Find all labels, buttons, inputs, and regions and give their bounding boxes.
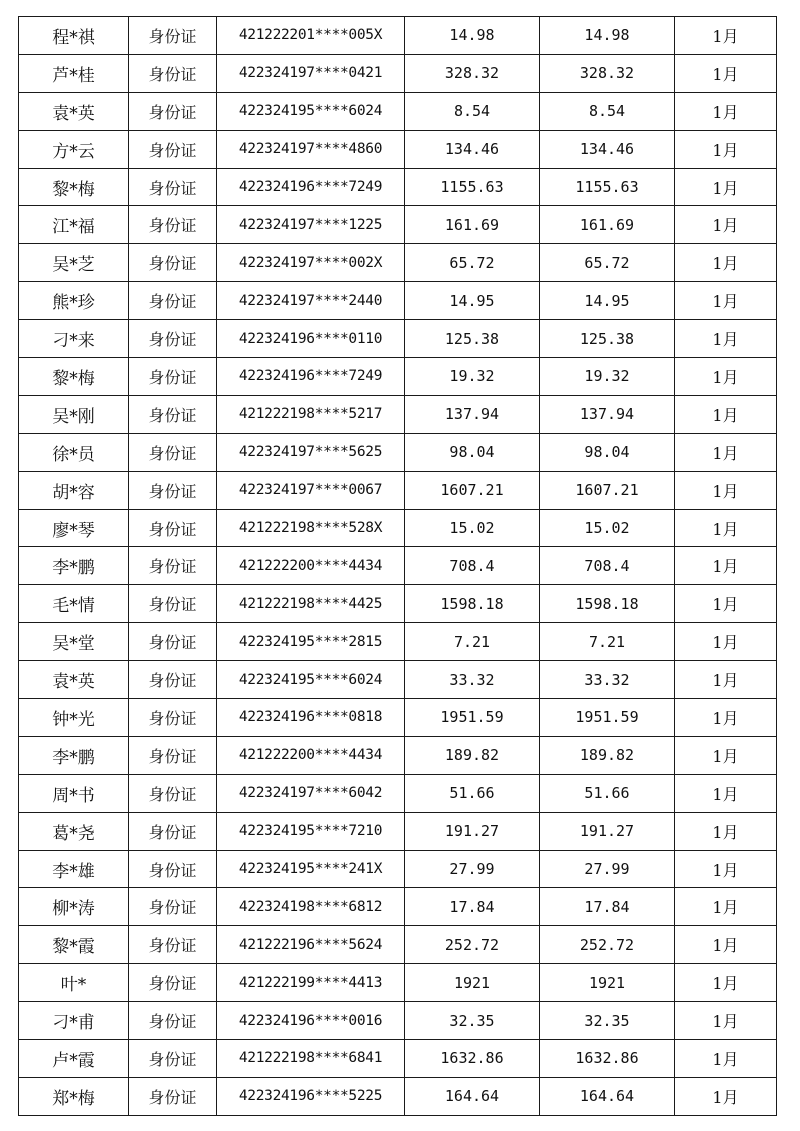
table-row bbox=[19, 395, 777, 433]
month-cell: 1月 bbox=[675, 130, 777, 168]
id-number-cell: 421222198****6841 bbox=[217, 1040, 405, 1078]
id-type-cell: 身份证 bbox=[129, 699, 217, 737]
id-number-cell: 422324195****6024 bbox=[217, 661, 405, 699]
id-number-cell: 421222200****4434 bbox=[217, 736, 405, 774]
amount-cell: 65.72 bbox=[405, 244, 540, 282]
table-row bbox=[19, 206, 777, 244]
id-type-cell: 身份证 bbox=[129, 395, 217, 433]
amount-cell: 14.95 bbox=[405, 282, 540, 320]
name-cell: 吴*芝 bbox=[19, 244, 129, 282]
month-cell: 1月 bbox=[675, 320, 777, 358]
table-row bbox=[19, 509, 777, 547]
amount-cell: 15.02 bbox=[405, 509, 540, 547]
month-cell: 1月 bbox=[675, 926, 777, 964]
name-cell: 黎*梅 bbox=[19, 168, 129, 206]
month-cell: 1月 bbox=[675, 623, 777, 661]
amount-paid-cell: 164.64 bbox=[540, 1077, 675, 1115]
id-type-cell: 身份证 bbox=[129, 320, 217, 358]
amount-paid-cell: 8.54 bbox=[540, 92, 675, 130]
table-row bbox=[19, 130, 777, 168]
month-cell: 1月 bbox=[675, 433, 777, 471]
id-number-cell: 421222198****4425 bbox=[217, 585, 405, 623]
id-number-cell: 422324196****0818 bbox=[217, 699, 405, 737]
table-row bbox=[19, 168, 777, 206]
month-cell: 1月 bbox=[675, 471, 777, 509]
table-row bbox=[19, 282, 777, 320]
table-row bbox=[19, 699, 777, 737]
amount-cell: 1951.59 bbox=[405, 699, 540, 737]
table-row bbox=[19, 17, 777, 55]
amount-paid-cell: 7.21 bbox=[540, 623, 675, 661]
amount-paid-cell: 27.99 bbox=[540, 850, 675, 888]
name-cell: 胡*容 bbox=[19, 471, 129, 509]
id-type-cell: 身份证 bbox=[129, 168, 217, 206]
amount-cell: 252.72 bbox=[405, 926, 540, 964]
amount-cell: 27.99 bbox=[405, 850, 540, 888]
name-cell: 刁*来 bbox=[19, 320, 129, 358]
id-type-cell: 身份证 bbox=[129, 282, 217, 320]
amount-paid-cell: 1598.18 bbox=[540, 585, 675, 623]
table-row bbox=[19, 661, 777, 699]
amount-paid-cell: 189.82 bbox=[540, 736, 675, 774]
table-row bbox=[19, 812, 777, 850]
id-type-cell: 身份证 bbox=[129, 585, 217, 623]
id-type-cell: 身份证 bbox=[129, 206, 217, 244]
amount-cell: 161.69 bbox=[405, 206, 540, 244]
name-cell: 江*福 bbox=[19, 206, 129, 244]
month-cell: 1月 bbox=[675, 168, 777, 206]
name-cell: 郑*梅 bbox=[19, 1077, 129, 1115]
amount-paid-cell: 137.94 bbox=[540, 395, 675, 433]
month-cell: 1月 bbox=[675, 92, 777, 130]
name-cell: 吴*刚 bbox=[19, 395, 129, 433]
month-cell: 1月 bbox=[675, 888, 777, 926]
table-row bbox=[19, 320, 777, 358]
payment-table bbox=[18, 16, 777, 1116]
id-number-cell: 422324198****6812 bbox=[217, 888, 405, 926]
table-row bbox=[19, 244, 777, 282]
id-type-cell: 身份证 bbox=[129, 774, 217, 812]
id-number-cell: 421222200****4434 bbox=[217, 547, 405, 585]
amount-paid-cell: 98.04 bbox=[540, 433, 675, 471]
amount-paid-cell: 33.32 bbox=[540, 661, 675, 699]
amount-paid-cell: 125.38 bbox=[540, 320, 675, 358]
id-type-cell: 身份证 bbox=[129, 17, 217, 55]
month-cell: 1月 bbox=[675, 774, 777, 812]
month-cell: 1月 bbox=[675, 736, 777, 774]
id-number-cell: 421222198****528X bbox=[217, 509, 405, 547]
month-cell: 1月 bbox=[675, 812, 777, 850]
amount-paid-cell: 252.72 bbox=[540, 926, 675, 964]
name-cell: 毛*情 bbox=[19, 585, 129, 623]
id-number-cell: 421222198****5217 bbox=[217, 395, 405, 433]
name-cell: 黎*霞 bbox=[19, 926, 129, 964]
table-row bbox=[19, 1040, 777, 1078]
amount-cell: 1598.18 bbox=[405, 585, 540, 623]
amount-paid-cell: 328.32 bbox=[540, 54, 675, 92]
amount-paid-cell: 65.72 bbox=[540, 244, 675, 282]
month-cell: 1月 bbox=[675, 1040, 777, 1078]
name-cell: 吴*堂 bbox=[19, 623, 129, 661]
name-cell: 方*云 bbox=[19, 130, 129, 168]
name-cell: 李*雄 bbox=[19, 850, 129, 888]
amount-cell: 1607.21 bbox=[405, 471, 540, 509]
table-row bbox=[19, 358, 777, 396]
month-cell: 1月 bbox=[675, 1002, 777, 1040]
month-cell: 1月 bbox=[675, 282, 777, 320]
month-cell: 1月 bbox=[675, 358, 777, 396]
amount-cell: 1155.63 bbox=[405, 168, 540, 206]
month-cell: 1月 bbox=[675, 17, 777, 55]
amount-paid-cell: 134.46 bbox=[540, 130, 675, 168]
id-number-cell: 422324195****241X bbox=[217, 850, 405, 888]
table-row bbox=[19, 92, 777, 130]
id-number-cell: 422324197****4860 bbox=[217, 130, 405, 168]
table-row bbox=[19, 1002, 777, 1040]
id-type-cell: 身份证 bbox=[129, 130, 217, 168]
amount-paid-cell: 17.84 bbox=[540, 888, 675, 926]
amount-paid-cell: 1951.59 bbox=[540, 699, 675, 737]
name-cell: 卢*霞 bbox=[19, 1040, 129, 1078]
table-row bbox=[19, 964, 777, 1002]
amount-cell: 164.64 bbox=[405, 1077, 540, 1115]
amount-paid-cell: 1155.63 bbox=[540, 168, 675, 206]
month-cell: 1月 bbox=[675, 509, 777, 547]
amount-cell: 8.54 bbox=[405, 92, 540, 130]
name-cell: 芦*桂 bbox=[19, 54, 129, 92]
id-type-cell: 身份证 bbox=[129, 547, 217, 585]
month-cell: 1月 bbox=[675, 244, 777, 282]
name-cell: 黎*梅 bbox=[19, 358, 129, 396]
amount-cell: 32.35 bbox=[405, 1002, 540, 1040]
amount-cell: 51.66 bbox=[405, 774, 540, 812]
amount-paid-cell: 32.35 bbox=[540, 1002, 675, 1040]
id-number-cell: 422324195****2815 bbox=[217, 623, 405, 661]
id-type-cell: 身份证 bbox=[129, 1077, 217, 1115]
id-number-cell: 422324196****0016 bbox=[217, 1002, 405, 1040]
amount-paid-cell: 1921 bbox=[540, 964, 675, 1002]
amount-paid-cell: 15.02 bbox=[540, 509, 675, 547]
amount-cell: 33.32 bbox=[405, 661, 540, 699]
id-number-cell: 421222196****5624 bbox=[217, 926, 405, 964]
id-number-cell: 422324195****6024 bbox=[217, 92, 405, 130]
name-cell: 熊*珍 bbox=[19, 282, 129, 320]
id-type-cell: 身份证 bbox=[129, 888, 217, 926]
id-type-cell: 身份证 bbox=[129, 471, 217, 509]
id-number-cell: 422324196****7249 bbox=[217, 168, 405, 206]
table-body bbox=[19, 17, 777, 1116]
amount-cell: 1632.86 bbox=[405, 1040, 540, 1078]
month-cell: 1月 bbox=[675, 547, 777, 585]
id-number-cell: 422324195****7210 bbox=[217, 812, 405, 850]
id-number-cell: 422324197****0421 bbox=[217, 54, 405, 92]
name-cell: 周*书 bbox=[19, 774, 129, 812]
id-number-cell: 422324197****6042 bbox=[217, 774, 405, 812]
amount-paid-cell: 1607.21 bbox=[540, 471, 675, 509]
amount-cell: 328.32 bbox=[405, 54, 540, 92]
id-number-cell: 422324196****7249 bbox=[217, 358, 405, 396]
id-type-cell: 身份证 bbox=[129, 1002, 217, 1040]
table-row bbox=[19, 736, 777, 774]
amount-paid-cell: 51.66 bbox=[540, 774, 675, 812]
amount-paid-cell: 14.95 bbox=[540, 282, 675, 320]
name-cell: 徐*员 bbox=[19, 433, 129, 471]
amount-cell: 137.94 bbox=[405, 395, 540, 433]
amount-paid-cell: 161.69 bbox=[540, 206, 675, 244]
id-number-cell: 422324197****5625 bbox=[217, 433, 405, 471]
id-number-cell: 422324197****002X bbox=[217, 244, 405, 282]
amount-cell: 189.82 bbox=[405, 736, 540, 774]
id-number-cell: 421222199****4413 bbox=[217, 964, 405, 1002]
amount-cell: 17.84 bbox=[405, 888, 540, 926]
id-type-cell: 身份证 bbox=[129, 812, 217, 850]
name-cell: 钟*光 bbox=[19, 699, 129, 737]
id-type-cell: 身份证 bbox=[129, 358, 217, 396]
id-number-cell: 422324197****2440 bbox=[217, 282, 405, 320]
month-cell: 1月 bbox=[675, 964, 777, 1002]
id-number-cell: 421222201****005X bbox=[217, 17, 405, 55]
amount-paid-cell: 708.4 bbox=[540, 547, 675, 585]
amount-cell: 19.32 bbox=[405, 358, 540, 396]
name-cell: 李*鹏 bbox=[19, 547, 129, 585]
id-type-cell: 身份证 bbox=[129, 623, 217, 661]
id-number-cell: 422324197****1225 bbox=[217, 206, 405, 244]
month-cell: 1月 bbox=[675, 699, 777, 737]
id-type-cell: 身份证 bbox=[129, 433, 217, 471]
table-row bbox=[19, 926, 777, 964]
name-cell: 袁*英 bbox=[19, 92, 129, 130]
month-cell: 1月 bbox=[675, 850, 777, 888]
month-cell: 1月 bbox=[675, 54, 777, 92]
id-type-cell: 身份证 bbox=[129, 244, 217, 282]
amount-cell: 134.46 bbox=[405, 130, 540, 168]
table-row bbox=[19, 54, 777, 92]
name-cell: 袁*英 bbox=[19, 661, 129, 699]
name-cell: 李*鹏 bbox=[19, 736, 129, 774]
id-type-cell: 身份证 bbox=[129, 509, 217, 547]
id-type-cell: 身份证 bbox=[129, 926, 217, 964]
table-row bbox=[19, 1077, 777, 1115]
id-type-cell: 身份证 bbox=[129, 92, 217, 130]
amount-cell: 14.98 bbox=[405, 17, 540, 55]
amount-cell: 98.04 bbox=[405, 433, 540, 471]
month-cell: 1月 bbox=[675, 585, 777, 623]
amount-cell: 191.27 bbox=[405, 812, 540, 850]
amount-paid-cell: 14.98 bbox=[540, 17, 675, 55]
table-row bbox=[19, 888, 777, 926]
amount-paid-cell: 191.27 bbox=[540, 812, 675, 850]
amount-cell: 708.4 bbox=[405, 547, 540, 585]
month-cell: 1月 bbox=[675, 206, 777, 244]
id-type-cell: 身份证 bbox=[129, 54, 217, 92]
name-cell: 刁*甫 bbox=[19, 1002, 129, 1040]
id-type-cell: 身份证 bbox=[129, 850, 217, 888]
amount-cell: 125.38 bbox=[405, 320, 540, 358]
table-row bbox=[19, 585, 777, 623]
month-cell: 1月 bbox=[675, 1077, 777, 1115]
name-cell: 叶* bbox=[19, 964, 129, 1002]
amount-cell: 7.21 bbox=[405, 623, 540, 661]
table-row bbox=[19, 850, 777, 888]
name-cell: 葛*尧 bbox=[19, 812, 129, 850]
name-cell: 程*祺 bbox=[19, 17, 129, 55]
month-cell: 1月 bbox=[675, 395, 777, 433]
id-number-cell: 422324197****0067 bbox=[217, 471, 405, 509]
id-number-cell: 422324196****5225 bbox=[217, 1077, 405, 1115]
table-row bbox=[19, 433, 777, 471]
id-type-cell: 身份证 bbox=[129, 964, 217, 1002]
name-cell: 廖*琴 bbox=[19, 509, 129, 547]
id-type-cell: 身份证 bbox=[129, 661, 217, 699]
table-row bbox=[19, 623, 777, 661]
amount-paid-cell: 19.32 bbox=[540, 358, 675, 396]
id-type-cell: 身份证 bbox=[129, 1040, 217, 1078]
table-row bbox=[19, 547, 777, 585]
table-row bbox=[19, 471, 777, 509]
month-cell: 1月 bbox=[675, 661, 777, 699]
amount-cell: 1921 bbox=[405, 964, 540, 1002]
amount-paid-cell: 1632.86 bbox=[540, 1040, 675, 1078]
name-cell: 柳*涛 bbox=[19, 888, 129, 926]
table-row bbox=[19, 774, 777, 812]
id-number-cell: 422324196****0110 bbox=[217, 320, 405, 358]
id-type-cell: 身份证 bbox=[129, 736, 217, 774]
